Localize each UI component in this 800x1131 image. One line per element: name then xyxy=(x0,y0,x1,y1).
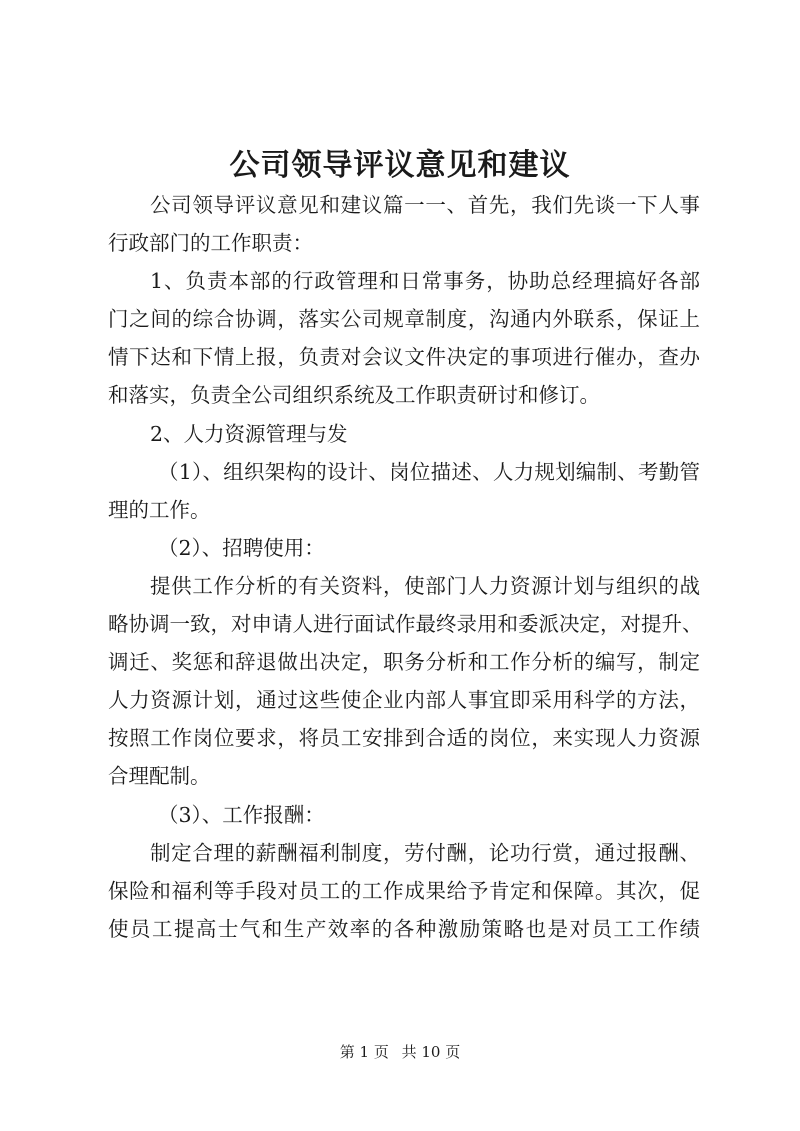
text-line: 2、人力资源管理与发 xyxy=(150,421,348,446)
text-line: 1、负责本部的行政管理和日常事务，协助总经理搞好各部 xyxy=(150,269,700,294)
text-line: 保险和福利等手段对员工的工作成果给予肯定和保障。其次，促 xyxy=(108,878,700,903)
text-line: 门之间的综合协调，落实公司规章制度，沟通内外联系，保证上 xyxy=(108,307,700,332)
document-body xyxy=(108,186,703,948)
text-line: 合理配制。 xyxy=(108,764,211,789)
text-line: （2）、招聘使用： xyxy=(158,535,325,560)
page-number: 第 1 页 xyxy=(339,1043,389,1061)
text-line: 略协调一致，对申请人进行面试作最终录用和委派决定，对提升、 xyxy=(108,612,703,637)
page-total: 共 10 页 xyxy=(401,1043,461,1061)
text-line: 人力资源计划，通过这些使企业内部人事宜即采用科学的方法， xyxy=(108,688,700,713)
text-line: 行政部门的工作职责： xyxy=(108,231,313,256)
page-footer xyxy=(0,1041,800,1062)
text-line: 和落实，负责全公司组织系统及工作职责研讨和修订。 xyxy=(108,383,600,408)
text-line: 公司领导评议意见和建议篇一一、首先，我们先谈一下人事 xyxy=(150,193,700,217)
text-line: 制定合理的薪酬福利制度，劳付酬，论功行赏，通过报酬、 xyxy=(150,840,700,865)
text-line: （3）、工作报酬： xyxy=(158,802,325,827)
text-line: 按照工作岗位要求，将员工安排到合适的岗位，来实现人力资源 xyxy=(108,726,700,751)
text-line: 理的工作。 xyxy=(108,497,211,522)
document-title: 公司领导评议意见和建议 xyxy=(229,148,571,183)
text-line: 情下达和下情上报，负责对会议文件决定的事项进行催办，查办 xyxy=(108,345,700,370)
text-line: 调迁、奖惩和辞退做出决定，职务分析和工作分析的编写，制定 xyxy=(108,650,700,675)
text-line: 使员工提高士气和生产效率的各种激励策略也是对员工工作绩 xyxy=(108,916,700,941)
text-line: （1）、组织架构的设计、岗位描述、人力规划编制、考勤管 xyxy=(158,459,700,484)
text-line: 提供工作分析的有关资料，使部门人力资源计划与组织的战 xyxy=(150,573,700,598)
